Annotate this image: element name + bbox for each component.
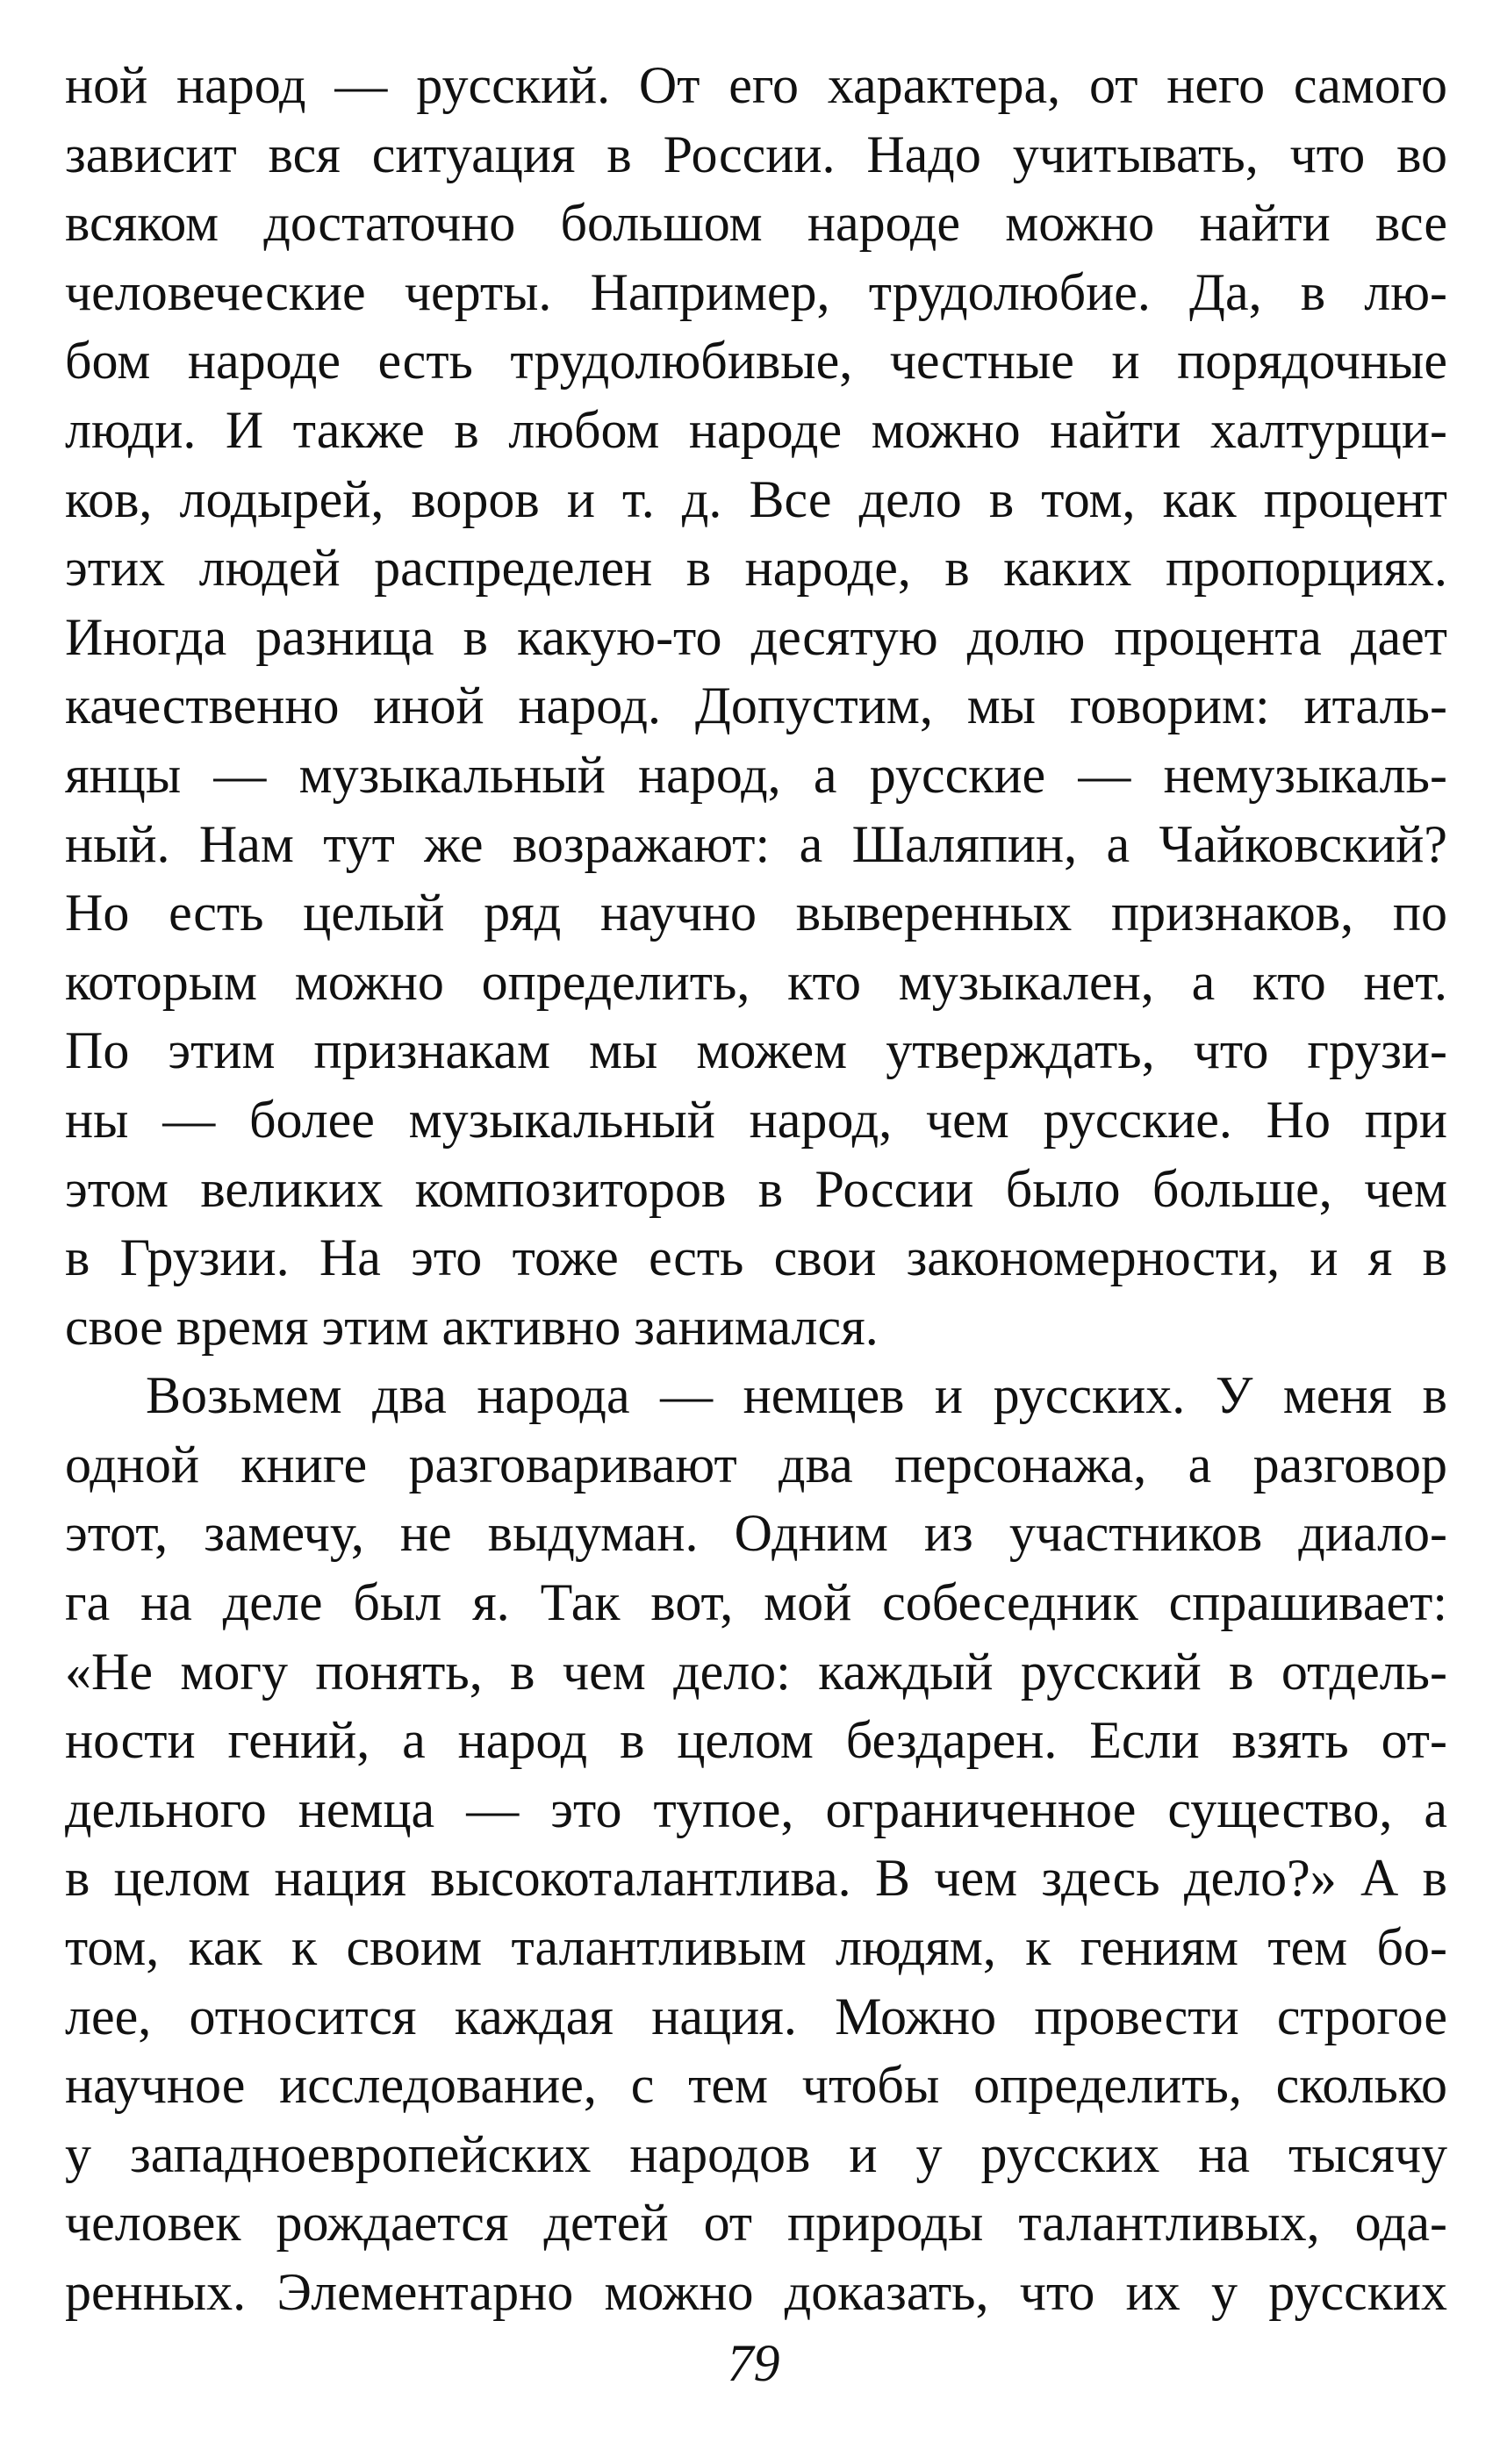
text-line: ков, лодырей, воров и т. д. Все дело в том, как процент <box>65 469 1447 528</box>
text-line: «Не могу понять, в чем дело: каждый русский в отдель- <box>65 1642 1447 1701</box>
text-line: у западноевропейских народов и у русских на тысячу <box>65 2124 1447 2183</box>
paragraph-1 <box>65 51 1447 1361</box>
page-number: 79 <box>727 2334 780 2392</box>
text-line: всяком достаточно большом народе можно найти все <box>65 194 1447 253</box>
text-line: этом великих композиторов в России было больше, чем <box>65 1159 1447 1218</box>
text-line: ной народ — русский. От его характера, от него самого <box>65 56 1447 114</box>
text-line: одной книге разговаривают два персонажа, а разговор <box>65 1435 1447 1493</box>
text-line: ный. Нам тут же возражают: а Шаляпин, а Чайковский? <box>65 814 1447 873</box>
text-line: которым можно определить, кто музыкален, а кто нет. <box>65 952 1447 1011</box>
text-line: люди. И также в любом народе можно найти халтурщи- <box>65 400 1447 459</box>
text-line: лее, относится каждая нация. Можно провести строгое <box>65 1987 1447 2045</box>
text-line: в Грузии. На это тоже есть свои закономерности, и я в <box>65 1228 1447 1287</box>
text-line: в целом нация высокоталантлива. В чем здесь дело?» А в <box>65 1849 1447 1908</box>
text-line: По этим признакам мы можем утверждать, что грузи- <box>65 1021 1447 1080</box>
text-line: ны — более музыкальный народ, чем русские. Но при <box>65 1090 1447 1149</box>
text-line: ности гений, а народ в целом бездарен. Если взять от- <box>65 1711 1447 1770</box>
text-line: янцы — музыкальный народ, а русские — немузыкаль- <box>65 745 1447 804</box>
text-line: этих людей распределен в народе, в каких пропорциях. <box>65 539 1447 598</box>
text-line: свое время этим активно занимался. <box>65 1297 879 1356</box>
text-line: ренных. Элементарно можно доказать, что их у русских <box>65 2263 1447 2321</box>
text-line: зависит вся ситуация в России. Надо учитывать, что во <box>65 125 1447 183</box>
text-line: этот, замечу, не выдуман. Одним из участников диало- <box>65 1504 1447 1563</box>
text-line: Возьмем два народа — немцев и русских. У меня в <box>146 1366 1447 1425</box>
text-line: Иногда разница в какую-то десятую долю процента дает <box>65 607 1447 666</box>
text-line: Но есть целый ряд научно выверенных признаков, по <box>65 884 1447 942</box>
text-line: том, как к своим талантливым людям, к гениям тем бо- <box>65 1918 1447 1977</box>
paragraph-2 <box>65 1361 1447 2326</box>
page-body <box>65 51 1447 2327</box>
text-line: дельного немца — это тупое, ограниченное существо, а <box>65 1780 1447 1838</box>
text-line: человек рождается детей от природы талантливых, ода- <box>65 2194 1447 2253</box>
text-line: человеческие черты. Например, трудолюбие. Да, в лю- <box>65 262 1447 321</box>
text-line: бом народе есть трудолюбивые, честные и порядочные <box>65 332 1447 390</box>
text-line: научное исследование, с тем чтобы определить, сколько <box>65 2056 1447 2115</box>
text-line: га на деле был я. Так вот, мой собеседник спрашивает: <box>65 1573 1447 1632</box>
text-line: качественно иной народ. Допустим, мы говорим: италь- <box>65 677 1447 735</box>
